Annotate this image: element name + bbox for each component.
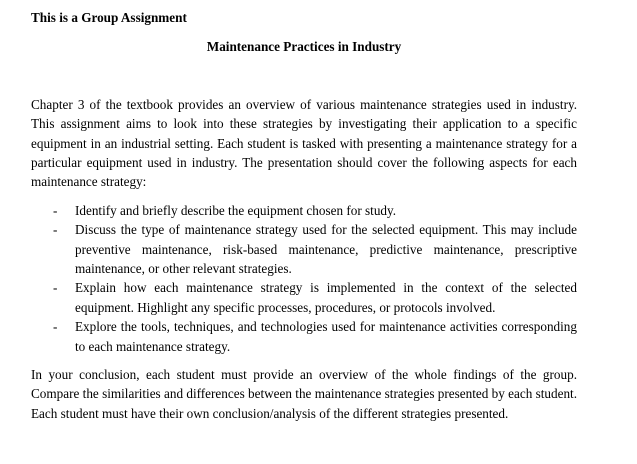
list-item — [53, 278, 577, 317]
conclusion-paragraph: In your conclusion, each student must provide an overview of the whole findings of the group. Compare the similarities and differences between the maintenance strategies presented by each student. Each student must have their own conclusion/analysis of the different strategies presented. — [31, 367, 577, 421]
list-item-text: Identify and briefly describe the equipment chosen for study. — [75, 202, 397, 218]
document-page — [31, 8, 577, 423]
aspects-list — [31, 201, 577, 356]
bullet-dash: - — [53, 319, 58, 335]
list-item-text: Discuss the type of maintenance strategy used for the selected equipment. This may include preventive maintenance, risk-based maintenance, predictive maintenance, prescriptive maintenance, or other relevant strategies. — [75, 222, 577, 277]
bullet-dash: - — [53, 222, 58, 238]
list-item-text: Explain how each maintenance strategy is implemented in the context of the selected equipment. Highlight any specific processes, procedures, or protocols involved. — [75, 280, 577, 315]
page-title: Maintenance Practices in Industry — [206, 39, 402, 55]
list-item — [53, 220, 577, 278]
list-item-text: Explore the tools, techniques, and technologies used for maintenance activities corresponding to each maintenance strategy. — [75, 319, 577, 354]
assignment-type-heading: This is a Group Assignment — [31, 10, 187, 25]
bullet-dash: - — [53, 280, 58, 296]
list-item — [53, 317, 577, 356]
list-item — [53, 201, 577, 220]
intro-paragraph: Chapter 3 of the textbook provides an overview of various maintenance strategies used in industry. This assignment aims to look into these strategies by investigating their application to a specific equipment in an industrial setting. Each student is tasked with presenting a maintenance strategy for a particular equipment used in industry. The presentation should cover the following aspects for each maintenance strategy: — [31, 96, 577, 190]
bullet-dash: - — [53, 202, 58, 218]
